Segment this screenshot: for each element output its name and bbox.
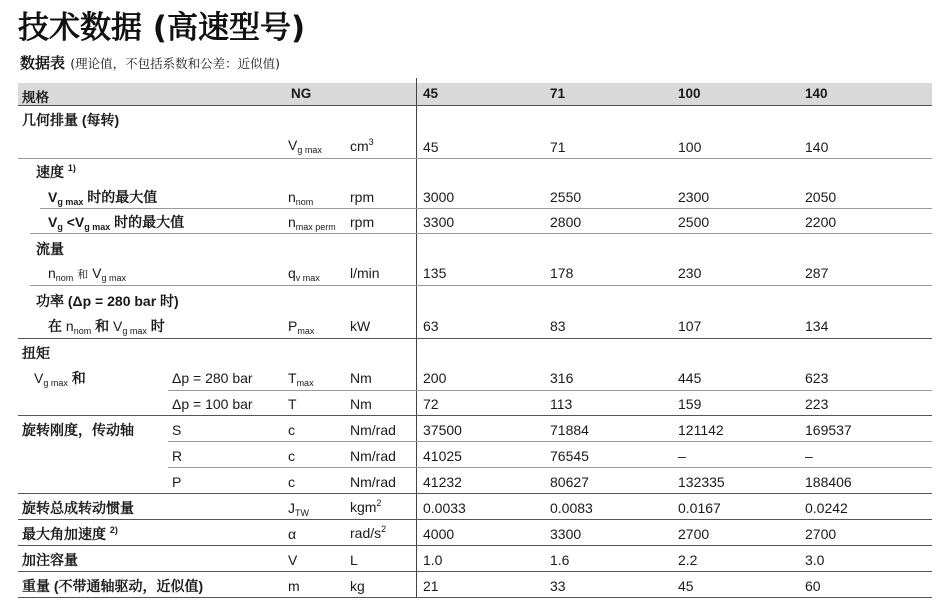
- table-caption: [20, 52, 280, 73]
- speed-maxperm-value-100: 2500: [678, 214, 710, 230]
- speed-max-unit: rpm: [350, 189, 375, 205]
- row-divider: [30, 233, 932, 234]
- power-unit: kW: [350, 318, 371, 334]
- torque-280-value-45: 200: [423, 370, 447, 386]
- displacement-label: 几何排量 (每转): [22, 112, 120, 128]
- inertia-label: 旋转总成转动惯量: [22, 500, 134, 516]
- table-header-background: [18, 83, 932, 105]
- stiffness-s-symbol: c: [288, 422, 295, 438]
- speed-max-label: $V_{g max}$ 时的最大值: [48, 189, 158, 207]
- stiffness-s-value-45: 37500: [423, 422, 462, 438]
- speed-label: 速度 $^{1)}$: [36, 163, 76, 180]
- acceleration-value-45: 4000: [423, 526, 455, 542]
- stiffness-p-value-71: 80627: [550, 474, 589, 490]
- power-value-45: 63: [423, 318, 439, 334]
- torque-100-symbol: T: [288, 396, 297, 412]
- torque-100-condition: Δp = 100 bar: [172, 396, 253, 412]
- stiffness-p-value-140: 188406: [805, 474, 852, 490]
- acceleration-value-71: 3300: [550, 526, 582, 542]
- torque-280-value-140: 623: [805, 370, 829, 386]
- stiffness-p-value-100: 132335: [678, 474, 725, 490]
- inertia-value-100: 0.0167: [678, 500, 721, 516]
- stiffness-label: 旋转刚度，传动轴: [22, 422, 134, 438]
- filling-symbol: V: [288, 552, 298, 568]
- acceleration-label: 最大角加速度 $^{2)}$: [22, 525, 118, 542]
- header-ng: NG: [291, 86, 312, 101]
- stiffness-shaft-r: R: [172, 448, 183, 464]
- weight-value-71: 33: [550, 578, 566, 594]
- row-divider: [168, 441, 932, 442]
- power-label: 功率 (Δp = 280 bar 时): [36, 293, 179, 309]
- row-divider: [168, 390, 932, 391]
- flow-label: 流量: [36, 241, 64, 257]
- torque-100-value-140: 223: [805, 396, 829, 412]
- stiffness-p-value-45: 41232: [423, 474, 462, 490]
- header-size-100: 100: [678, 86, 701, 101]
- stiffness-s-value-100: 121142: [678, 422, 724, 438]
- weight-value-140: 60: [805, 578, 821, 594]
- filling-unit: L: [350, 552, 358, 568]
- power-value-140: 134: [805, 318, 829, 334]
- torque-280-symbol: $T_{max}$: [288, 370, 314, 388]
- weight-label: 重量 (不带通轴驱动，近似值): [22, 578, 204, 594]
- stiffness-s-unit: Nm/rad: [350, 422, 396, 438]
- displacement-symbol: $V_{g max}$: [288, 137, 322, 155]
- table-caption-note: (理论值，不包括系数和公差：近似值): [70, 56, 281, 71]
- inertia-value-71: 0.0083: [550, 500, 593, 516]
- flow-value-140: 287: [805, 265, 829, 281]
- torque-100-value-100: 159: [678, 396, 702, 412]
- header-spec: 规格: [22, 90, 49, 105]
- torque-280-value-100: 445: [678, 370, 702, 386]
- stiffness-shaft-s: S: [172, 422, 182, 438]
- weight-value-45: 21: [423, 578, 439, 594]
- speed-max-value-100: 2300: [678, 189, 710, 205]
- torque-100-value-71: 113: [550, 396, 573, 412]
- speed-maxperm-symbol: $n_{max perm}$: [288, 214, 336, 232]
- stiffness-p-unit: Nm/rad: [350, 474, 396, 490]
- row-divider: [30, 285, 932, 286]
- torque-100-unit: Nm: [350, 396, 372, 412]
- speed-maxperm-value-45: 3300: [423, 214, 455, 230]
- row-divider: [18, 597, 932, 598]
- row-divider: [18, 493, 932, 494]
- row-divider: [168, 467, 932, 468]
- torque-280-unit: Nm: [350, 370, 372, 386]
- speed-maxperm-value-71: 2800: [550, 214, 582, 230]
- weight-symbol: m: [288, 578, 300, 594]
- weight-unit: kg: [350, 578, 365, 594]
- torque-280-condition: Δp = 280 bar: [172, 370, 253, 386]
- filling-label: 加注容量: [22, 552, 78, 568]
- flow-symbol: $q_{v max}$: [288, 265, 320, 283]
- displacement-value-100: 100: [678, 139, 702, 155]
- filling-value-100: 2.2: [678, 552, 698, 568]
- stiffness-r-value-45: 41025: [423, 448, 462, 464]
- speed-maxperm-label: $V_g <V_{g max}$ 时的最大值: [48, 214, 185, 232]
- torque-label: 扭矩: [22, 345, 50, 361]
- stiffness-r-value-100: –: [678, 448, 686, 464]
- displacement-value-140: 140: [805, 139, 829, 155]
- row-divider: [18, 105, 932, 106]
- row-divider: [40, 208, 932, 209]
- row-divider: [18, 415, 932, 416]
- flow-value-45: 135: [423, 265, 447, 281]
- header-size-71: 71: [550, 86, 566, 101]
- row-divider: [18, 571, 932, 572]
- stiffness-r-value-140: –: [805, 448, 813, 464]
- flow-condition: $n_{nom}$ 和 $V_{g max}$: [48, 265, 126, 283]
- torque-280-value-71: 316: [550, 370, 574, 386]
- stiffness-shaft-p: P: [172, 474, 182, 490]
- speed-max-value-71: 2550: [550, 189, 582, 205]
- header-size-140: 140: [805, 86, 828, 101]
- speed-max-value-140: 2050: [805, 189, 837, 205]
- speed-maxperm-value-140: 2200: [805, 214, 837, 230]
- displacement-value-45: 45: [423, 139, 439, 155]
- inertia-value-140: 0.0242: [805, 500, 848, 516]
- power-value-100: 107: [678, 318, 702, 334]
- power-value-71: 83: [550, 318, 566, 334]
- filling-value-71: 1.6: [550, 552, 570, 568]
- torque-100-value-45: 72: [423, 396, 439, 412]
- speed-maxperm-unit: rpm: [350, 214, 375, 230]
- acceleration-unit: rad/$s^2$: [350, 524, 387, 541]
- flow-value-100: 230: [678, 265, 702, 281]
- filling-value-140: 3.0: [805, 552, 825, 568]
- displacement-value-71: 71: [550, 139, 566, 155]
- stiffness-s-value-140: 169537: [805, 422, 852, 438]
- stiffness-p-symbol: c: [288, 474, 295, 490]
- stiffness-r-value-71: 76545: [550, 448, 589, 464]
- row-divider: [18, 545, 932, 546]
- flow-unit: l/min: [350, 265, 380, 281]
- row-divider: [18, 338, 932, 339]
- table-caption-label: 数据表: [20, 54, 66, 72]
- filling-value-45: 1.0: [423, 552, 443, 568]
- stiffness-r-unit: Nm/rad: [350, 448, 396, 464]
- speed-max-value-45: 3000: [423, 189, 455, 205]
- page-title: 技术数据 (高速型号): [18, 10, 306, 46]
- header-size-45: 45: [423, 86, 439, 101]
- weight-value-100: 45: [678, 578, 694, 594]
- inertia-value-45: 0.0033: [423, 500, 466, 516]
- inertia-unit: kgm$^2$: [350, 498, 382, 515]
- speed-max-symbol: $n_{nom}$: [288, 189, 314, 207]
- power-symbol: $P_{max}$: [288, 318, 315, 336]
- row-divider: [18, 519, 932, 520]
- torque-vgmax-label: $V_{g max}$ 和: [34, 370, 86, 388]
- acceleration-value-140: 2700: [805, 526, 837, 542]
- power-condition: 在 $n_{nom}$ 和 $V_{g max}$ 时: [48, 318, 165, 336]
- stiffness-s-value-71: 71884: [550, 422, 589, 438]
- displacement-unit: $cm^3$: [350, 137, 374, 154]
- acceleration-value-100: 2700: [678, 526, 710, 542]
- row-divider: [18, 158, 932, 159]
- flow-value-71: 178: [550, 265, 574, 281]
- stiffness-r-symbol: c: [288, 448, 295, 464]
- acceleration-symbol: α: [288, 526, 297, 542]
- inertia-symbol: $J_{TW}$: [288, 500, 309, 518]
